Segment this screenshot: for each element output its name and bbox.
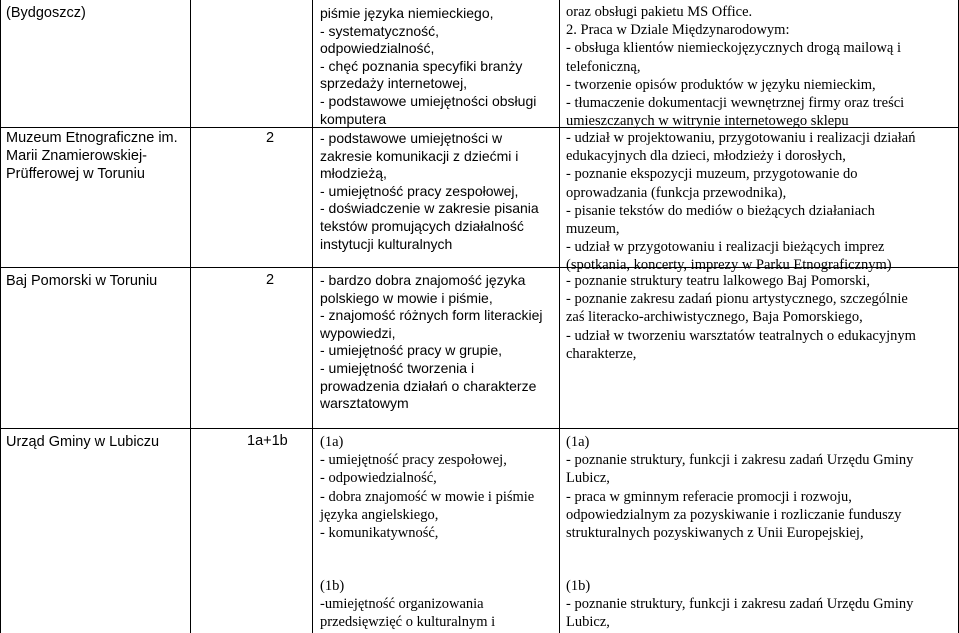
intern-count [266,272,274,290]
text-line: - bardzo dobra znajomość języka [320,272,526,288]
text-line: - znajomość różnych form literackiej [320,307,543,324]
institution-name [6,4,86,22]
text-line: - umiejętność tworzenia i [320,359,475,376]
text-line: odpowiedzialność, [320,40,435,57]
row-divider-3 [0,428,959,429]
text-line: - dobra znajomość w mowie i piśmie [320,488,535,505]
text-line: 1a+1b [247,433,288,449]
text-line: - udział w przygotowaniu i realizacji bieżących imprez [566,239,885,256]
text-line: umieszczanych w witrynie internetowego sklepu [566,113,849,130]
text-line: (1a) [320,434,344,450]
text-line: Lubicz, [566,614,610,631]
text-line: - odpowiedzialność, [320,470,437,487]
text-line: warsztatowym [320,395,409,412]
text-line: - komunikatywność, [320,525,439,542]
text-line: oprowadzania (funkcja przewodnika), [566,184,787,201]
text-line: Lubicz, [566,470,610,487]
text-line: komputera [320,110,387,127]
text-line: - poznanie zakresu zadań pionu artystycznego, szczególnie [566,291,908,308]
text-line: - podstawowe umiejętności w [320,130,503,146]
duties-cell [566,3,904,130]
text-line: - tworzenie opisów produktów w języku niemieckim, [566,76,876,93]
text-line: - umiejętność pracy w grupie, [320,342,503,359]
text-line: Muzeum Etnograficzne im. [6,130,178,146]
intern-count [266,130,274,148]
text-line: Prüfferowej w Toruniu [6,166,145,182]
column-divider-2 [312,0,313,633]
text-line: (1a) [566,434,590,450]
text-line: (Bydgoszcz) [6,5,86,21]
text-line: - podstawowe umiejętności obsługi [320,92,537,109]
requirements-cell [320,433,534,542]
text-line: zaś literacko-archiwistycznego, Baja Pomorskiego, [566,309,863,326]
text-line: (1b) [566,578,591,594]
text-line: - praca w gminnym referacie promocji i rozwoju, [566,488,852,505]
text-line: - poznanie struktury teatru lalkowego Baj Pomorski, [566,273,871,289]
text-line: - umiejętność pracy zespołowej, [320,452,507,469]
text-line: - systematyczność, [320,22,440,39]
institution-name [6,433,159,451]
text-line: języka angielskiego, [320,506,439,523]
text-line: - udział w tworzeniu warsztatów teatralnych o edukacyjnym [566,327,916,344]
text-line: młodzieżą, [320,165,387,182]
text-line: - umiejętność pracy zespołowej, [320,182,519,199]
text-line: 2 [266,130,275,146]
column-divider-1 [190,0,191,633]
text-line: - udział w projektowaniu, przygotowaniu i realizacji działań [566,130,916,146]
text-line: prowadzenia działań o charakterze [320,377,537,394]
text-line: - chęć poznania specyfiki branży [320,57,523,74]
text-line: -umiejętność organizowania [320,596,484,613]
text-line: piśmie języka niemieckiego, [320,5,494,21]
text-line: Marii Znamierowskiej- [6,148,147,164]
text-line: edukacyjnych dla dzieci, młodzieży i dorosłych, [566,148,846,165]
duties-cell [566,272,916,363]
text-line: - obsługa klientów niemieckojęzycznych drogą mailową i [566,40,902,57]
requirements-cell [320,5,536,128]
text-line: charakterze, [566,345,637,362]
intern-count [247,433,288,451]
requirements-cell [320,577,495,632]
duties-cell [566,577,913,632]
text-line: - poznanie struktury, funkcji i zakresu zadań Urzędu Gminy [566,452,914,469]
text-line: sprzedaży internetowej, [320,75,468,92]
text-line: strukturalnych pozyskiwanych z Unii Europejskiej, [566,525,864,542]
text-line: Urząd Gminy w Lubiczu [6,434,160,450]
text-line: odpowiedzialnym za pozyskiwanie i rozliczanie funduszy [566,506,902,523]
institution-name [6,129,178,183]
text-line: muzeum, [566,221,620,238]
text-line: - pisanie tekstów do mediów o bieżących działaniach [566,202,875,219]
text-line: 2 [266,272,275,288]
requirements-cell [320,272,543,413]
text-line: - poznanie struktury, funkcji i zakresu zadań Urzędu Gminy [566,596,914,613]
text-line: oraz obsługi pakietu MS Office. [566,4,753,20]
text-line: telefoniczną, [566,58,641,75]
text-line: (spotkania, koncerty, imprezy w Parku Etnograficznym) [566,257,892,274]
text-line: instytucji kulturalnych [320,235,453,252]
duties-cell [566,129,915,275]
column-divider-3 [559,0,560,633]
text-line: - poznanie ekspozycji muzeum, przygotowanie do [566,166,858,183]
text-line: wypowiedzi, [320,324,396,341]
text-line: przedsięwzięć o kulturalnym i [320,614,496,631]
institution-name [6,272,157,290]
requirements-cell [320,130,539,253]
duties-cell [566,433,913,542]
text-line: tekstów promujących działalność [320,217,524,234]
text-line: 2. Praca w Dziale Międzynarodowym: [566,22,790,39]
text-line: Baj Pomorski w Toruniu [6,273,158,289]
text-line: polskiego w mowie i piśmie, [320,289,493,306]
text-line: zakresie komunikacji z dziećmi i [320,147,519,164]
text-line: - tłumaczenie dokumentacji wewnętrznej firmy oraz treści [566,95,905,112]
text-line: (1b) [320,578,345,594]
text-line: - doświadczenie w zakresie pisania [320,200,539,217]
table-border-left [0,0,1,633]
